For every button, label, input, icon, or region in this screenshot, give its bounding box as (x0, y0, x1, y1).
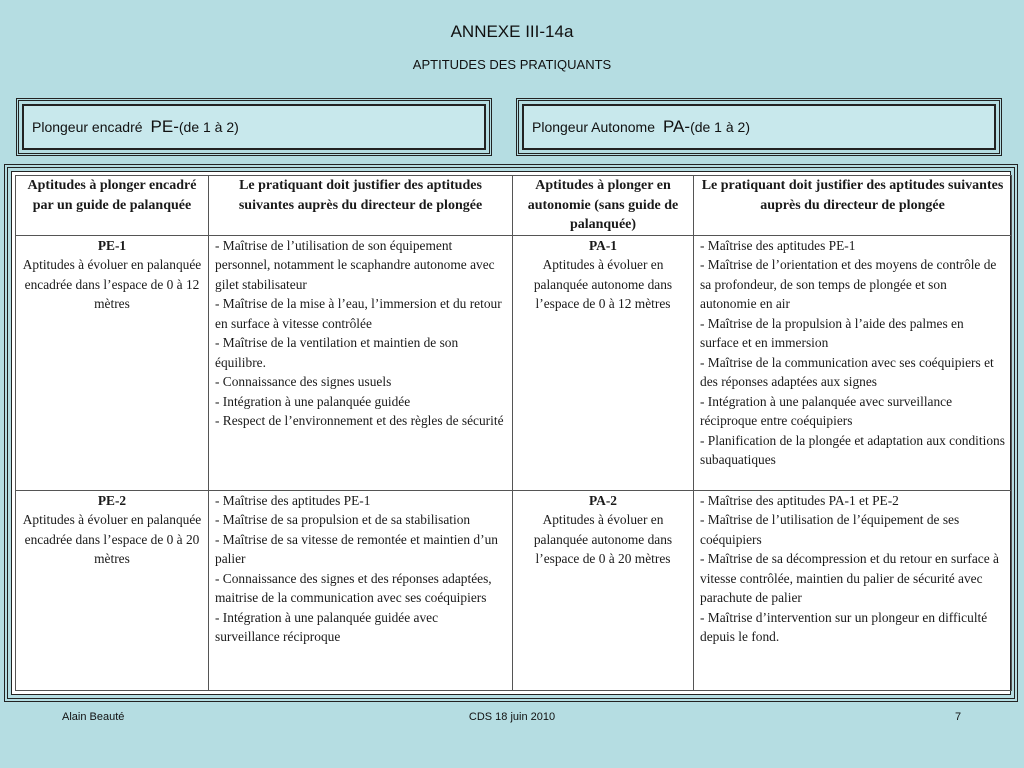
level-box-autonome-inner (522, 104, 996, 150)
skill-item: - Maîtrise de la mise à l’eau, l’immersion et du retour en surface à vitesse contrôlée (215, 296, 502, 331)
level-code-pe: PE- (150, 117, 179, 136)
code-pe1: PE-1 (97, 237, 127, 253)
skill-item: - Connaissance des signes usuels (215, 374, 392, 389)
skill-item: - Intégration à une palanquée guidée avec surveillance réciproque (215, 609, 439, 644)
table-header-row (16, 176, 1012, 236)
page-title: ANNEXE III-14a (450, 22, 574, 41)
skill-item: - Maîtrise de sa vitesse de remontée et maintien d’un palier (215, 531, 498, 566)
footer-author: Alain Beauté (62, 711, 125, 723)
cell-pa2 (513, 490, 694, 690)
skill-item: - Maîtrise de la propulsion à l’aide des palmes en surface et en immersion (700, 315, 964, 350)
cell-pa1-skills (694, 235, 1012, 490)
level-box-encadre-inner (22, 104, 486, 150)
aptitudes-table-inner-frame (11, 171, 1011, 695)
cell-pe2-skills (209, 490, 513, 690)
header-aptitudes-encadre: Aptitudes à plonger encadré par un guide de palanquée (16, 176, 209, 236)
skill-item: - Intégration à une palanquée guidée (215, 393, 411, 409)
level-code-pa: PA- (662, 117, 691, 136)
cell-pa2-skills (694, 490, 1012, 690)
desc-pe2: Aptitudes à évoluer en palanquée encadrée dans l’espace de 0 à 20 mètres (22, 512, 202, 566)
skill-item: - Connaissance des signes et des réponses adaptées, maitrise de la communication avec ses coéquipiers (215, 570, 492, 605)
skill-item: - Planification de la plongée et adaptation aux conditions subaquatiques (700, 432, 1005, 467)
skill-item: - Maîtrise de l’utilisation de l’équipement de ses coéquipiers (700, 512, 960, 547)
desc-pa1: Aptitudes à évoluer en palanquée autonome dans l’espace de 0 à 12 mètres (533, 257, 673, 311)
cell-pa1 (513, 235, 694, 490)
desc-pa2: Aptitudes à évoluer en palanquée autonome dans l’espace de 0 à 20 mètres (533, 512, 673, 566)
desc-pe1: Aptitudes à évoluer en palanquée encadrée dans l’espace de 0 à 12 mètres (22, 257, 202, 311)
level-box-autonome (516, 98, 1002, 156)
aptitudes-table (15, 175, 1012, 691)
level-box-encadre (16, 98, 492, 156)
code-pa1: PA-1 (588, 237, 617, 253)
skill-item: - Intégration à une palanquée avec surveillance réciproque entre coéquipiers (700, 393, 953, 428)
level-label-autonome: Plongeur Autonome (532, 119, 655, 135)
level-range-pa: (de 1 à 2) (690, 119, 750, 135)
footer-page-number: 7 (955, 711, 962, 723)
header-justifier-autonomie: Le pratiquant doit justifier des aptitudes suivantes auprès du directeur de plongée (694, 176, 1012, 236)
skill-item: - Maîtrise des aptitudes PE-1 (215, 492, 371, 508)
skill-item: - Maîtrise de la ventilation et maintien de son équilibre. (215, 335, 459, 370)
header-aptitudes-autonomie: Aptitudes à plonger en autonomie (sans guide de palanquée) (513, 176, 694, 236)
cell-pe2 (16, 490, 209, 690)
skill-item: - Maîtrise de l’orientation et des moyens de contrôle de sa profondeur, de son temps de plongée et son autonomie en air (700, 257, 997, 311)
code-pe2: PE-2 (97, 492, 127, 508)
skill-item: - Maîtrise des aptitudes PE-1 (700, 237, 856, 253)
skill-item: - Maîtrise d’intervention sur un plongeur en difficulté depuis le fond. (700, 609, 988, 644)
aptitudes-table-frame (4, 164, 1018, 702)
level-range-pe: (de 1 à 2) (178, 119, 239, 135)
header-justifier-encadre: Le pratiquant doit justifier des aptitudes suivantes auprès du directeur de plongée (209, 176, 513, 236)
code-pa2: PA-2 (588, 492, 617, 508)
table-row (16, 235, 1012, 490)
skill-item: - Maîtrise de sa propulsion et de sa stabilisation (215, 512, 471, 527)
skill-item: - Maîtrise des aptitudes PA-1 et PE-2 (700, 492, 899, 508)
cell-pe1 (16, 235, 209, 490)
skill-item: - Maîtrise de l’utilisation de son équipement personnel, notamment le scaphandre autonome avec gilet stabilisateur (215, 237, 495, 292)
page-subtitle: APTITUDES DES PRATIQUANTS (412, 57, 612, 72)
level-label-encadre: Plongeur encadré (32, 119, 143, 135)
footer-event: CDS 18 juin 2010 (468, 711, 556, 723)
skill-item: - Maîtrise de sa décompression et du retour en surface à vitesse contrôlée, maintien du palier de sécurité avec parachute de palier (700, 551, 999, 605)
skill-item: - Respect de l’environnement et des règles de sécurité (215, 413, 504, 428)
cell-pe1-skills (209, 235, 513, 490)
table-row (16, 490, 1012, 690)
skill-item: - Maîtrise de la communication avec ses coéquipiers et des réponses adaptées aux signes (700, 354, 994, 389)
